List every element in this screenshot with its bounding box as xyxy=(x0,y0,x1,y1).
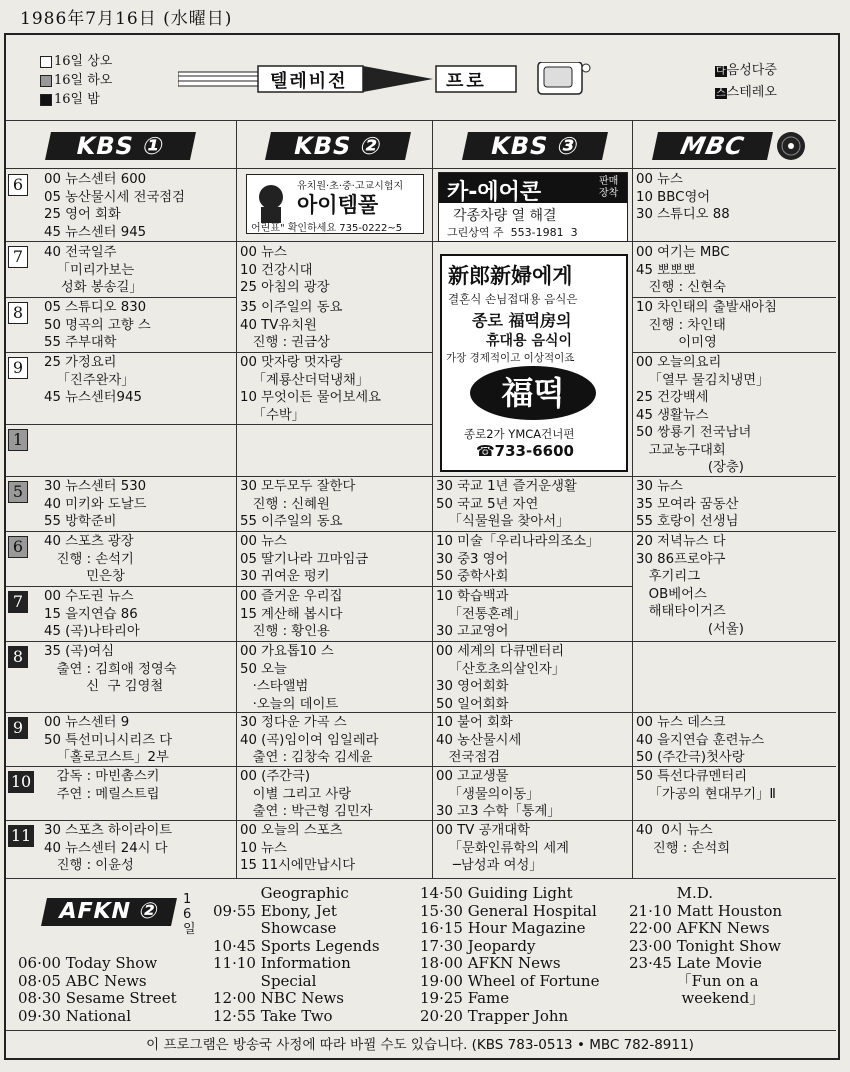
kbs2-10pm-programs: 00 (주간극) 이별 그리고 사랑 출연 : 박근형 김민자 xyxy=(240,769,373,819)
hour-marker-11pm: 11 xyxy=(8,825,34,847)
kbs2-5pm-programs: 30 모두모두 잘한다 진행 : 신혜원 55 이주일의 동요 xyxy=(240,479,356,529)
hour-marker-1pm: 1 xyxy=(8,429,28,451)
kbs1-6pm-programs: 40 스포츠 광장 진행 : 손석기 민은창 xyxy=(44,534,134,584)
afkn-schedule-col1: 06·00 Today Show 08·05 ABC News 08·30 Sesame Street 09·30 National xyxy=(18,954,177,1025)
row-line-7p xyxy=(6,586,632,587)
channel-header-mbc: MBC xyxy=(650,128,810,164)
kbs3-8pm-programs: 00 세계의 다큐멘터리 「산호초의살인자」 30 영어회화 50 일어회화 xyxy=(436,644,566,712)
row-line-8p xyxy=(6,641,836,642)
notice-divider xyxy=(6,1030,836,1031)
kbs3-5pm-programs: 30 국교 1년 즐거운생활 50 국교 5년 자연 「식물원을 찾아서」 xyxy=(436,479,577,529)
row-line-9c xyxy=(632,352,836,353)
hour-marker-9am: 9 xyxy=(8,357,28,379)
title-banner xyxy=(178,62,593,96)
legend-item-afternoon: 16일 하오 xyxy=(40,71,112,90)
schedule-change-notice: 이 프로그램은 방송국 사정에 따라 바뀔 수도 있습니다. (KBS 783-0513 • MBC 782-8911) xyxy=(146,1037,694,1053)
kbs1-7pm-programs: 00 수도권 뉴스 15 을지연습 86 45 (곡)나타리아 xyxy=(44,589,140,639)
hour-marker-7am: 7 xyxy=(8,246,28,268)
kbs3-6pm-programs: 10 미술「우리나라의조소」 30 중3 영어 50 중학사회 xyxy=(436,534,600,584)
hour-marker-8pm: 8 xyxy=(8,646,28,668)
ad-car-aircon: 카-에어콘 판매 장착 각종차량 열 해결 그린상역 주 553-1981 3 xyxy=(438,172,628,242)
afkn-schedule-col3: 14·50 Guiding Light 15·30 General Hospital 16·15 Hour Magazine 17·30 Jeopardy 18·00 AFKN News 19·00 Wheel of Fortune 19·25 Fame 20·20 Trapper John xyxy=(420,884,600,1025)
kbs1-8pm-programs: 35 (곡)여심 출연 : 김희애 정영숙 신 구 김영철 xyxy=(44,644,177,694)
grid-top-line xyxy=(6,120,836,121)
ad-bokddeok: 新郎新婦에게 결혼식 손님접대용 음식은 종로 福떡房의 휴대용 음식이 가장 경제적이고 이상적이죠 福떡 종로2가 YMCA건너편 ☎733-6600 xyxy=(440,254,628,472)
kbs3-11pm-programs: 00 TV 공개대학 「문화인류학의 세계 ─남성과 여성」 xyxy=(436,823,569,873)
kbs3-10pm-programs: 00 고교생물 「생물의이동」 30 고3 수학「통계」 xyxy=(436,769,561,819)
record-disc-icon xyxy=(776,131,806,161)
hour-marker-7pm: 7 xyxy=(8,591,28,613)
title-tv-text: 텔레비전 xyxy=(270,71,348,92)
afkn-logo: AFKN ② xyxy=(41,898,177,926)
kbs2-7am-programs: 00 뉴스 10 건강시대 25 아침의 광장 xyxy=(240,245,330,295)
hour-marker-10pm: 10 xyxy=(8,771,34,793)
legend-stereo: 스스테레오 xyxy=(716,85,777,100)
mbc-10pm-programs: 50 특선다큐멘터리 「가공의 현대무기」Ⅱ xyxy=(636,769,776,802)
mbc-7am-programs: 00 여기는 MBC 45 뽀뽀뽀 진행 : 신현숙 xyxy=(636,245,730,295)
hour-marker-6pm: 6 xyxy=(8,536,28,558)
hour-marker-6am: 6 xyxy=(8,174,28,196)
kbs1-6am-programs: 00 뉴스센터 600 05 농산물시세 전국점검 25 영어 회화 45 뉴스센터 945 xyxy=(44,172,185,240)
kbs1-8am-programs: 05 스튜디오 830 50 명곡의 고향 스 55 주부대학 xyxy=(44,300,151,350)
kbs1-5pm-programs: 30 뉴스센터 530 40 미키와 도날드 55 방학준비 xyxy=(44,479,147,529)
kbs1-10pm-programs: 감독 : 마빈촘스키 주연 : 메릴스트립 xyxy=(56,769,160,802)
mbc-9pm-programs: 00 뉴스 데스크 40 을지연습 훈련뉴스 50 (주간극)첫사랑 xyxy=(636,715,765,765)
col-divider-2 xyxy=(432,120,433,878)
afkn-schedule-col4: M.D. 21·10 Matt Houston 22·00 AFKN News 23·00 Tonight Show 23·45 Late Movie 「Fun on a weekend」 xyxy=(629,884,783,1007)
mbc-8am-programs: 10 차인태의 출발새아침 진행 : 차인태 이미영 xyxy=(636,300,777,350)
ad-itempool: 유치원·초·중·고교시험지 아이템풀 어린표" 확인하세요 735-0222~5 xyxy=(246,174,424,234)
kbs2-9pm-programs: 30 정다운 가곡 스 40 (곡)임이여 임일레라 출연 : 김창숙 김세윤 xyxy=(240,715,379,765)
kbs3-7pm-programs: 10 학습백과 「전통혼례」 30 고교영어 xyxy=(436,589,527,639)
kbs1-7am-programs: 40 전국일주 「미리가보는 성화 봉송길」 xyxy=(44,245,143,295)
hour-marker-5pm: 5 xyxy=(8,481,28,503)
row-line-6p xyxy=(6,531,836,532)
row-line-8a xyxy=(6,297,236,298)
kbs2-9am-programs: 00 맛자랑 멋자랑 「계룡산더덕냉채」 10 무엇이든 물어보세요 「수박」 xyxy=(240,355,381,423)
bokddeok-logo: 福떡 xyxy=(470,366,596,420)
stereo-mark-icon: 스 xyxy=(716,88,726,99)
row-line-9b xyxy=(236,352,432,353)
kbs2-8am-programs: 35 이주일의 동요 40 TV유치원 진행 : 권금상 xyxy=(240,300,343,350)
kbs1-11pm-programs: 30 스포츠 하이라이트 40 뉴스센터 24시 다 진행 : 이윤성 xyxy=(44,823,173,873)
legend-multiplex: 다음성다중 xyxy=(716,63,777,78)
mbc-11pm-programs: 40 0시 뉴스 진행 : 손석희 xyxy=(636,823,731,856)
grid-bottom-line xyxy=(6,878,836,879)
row-line-9a xyxy=(6,352,236,353)
title-prog-text: 프로 xyxy=(446,71,487,92)
kbs1-9pm-programs: 00 뉴스센터 9 50 특선미니시리즈 다 「홀로코스트」2부 xyxy=(44,715,173,765)
col-divider-1 xyxy=(236,120,237,878)
hour-marker-8am: 8 xyxy=(8,302,28,324)
legend-item-morning: 16일 상오 xyxy=(40,52,112,71)
kbs3-9pm-programs: 10 불어 회화 40 농산물시세 전국점검 xyxy=(436,715,522,765)
hour-marker-9pm: 9 xyxy=(8,717,28,739)
kbs2-11pm-programs: 00 오늘의 스포츠 10 뉴스 15 11시에만납시다 xyxy=(240,823,356,873)
pencil-banner-icon xyxy=(178,62,593,96)
white-square-icon xyxy=(40,56,52,68)
afkn-day-label: 16일 xyxy=(183,892,196,937)
channel-header-kbs1: KBS ① xyxy=(40,128,200,164)
row-line-7 xyxy=(6,241,836,242)
mbc-1pm-programs: 50 쌍룡기 전국남녀 고교농구대회 (장충) xyxy=(636,425,752,475)
legend-item-night: 16일 밤 xyxy=(40,90,112,109)
row-line-8b xyxy=(632,297,836,298)
channel-header-kbs2: KBS ② xyxy=(258,128,418,164)
gray-square-icon xyxy=(40,75,52,87)
time-legend xyxy=(40,52,112,109)
multiplex-mark-icon: 다 xyxy=(716,66,726,77)
mbc-6pm-programs: 20 저녁뉴스 다 30 86프로야구 후기리그 OB베어스 해태타이거즈 (서울) xyxy=(636,534,744,637)
grid-header-line xyxy=(6,168,836,169)
mbc-9am-programs: 00 오늘의요리 「열무 물김치냉면」 25 건강백세 45 생활뉴스 xyxy=(636,355,770,423)
date-header: 1986年7月16日 (水曜日) xyxy=(20,9,233,29)
audio-legend xyxy=(715,60,777,104)
mbc-5pm-programs: 30 뉴스 35 모여라 꿈동산 55 호랑이 선생님 xyxy=(636,479,739,529)
kbs2-8pm-programs: 00 가요톱10 스 50 오늘 ·스타앨범 ·오늘의 데이트 xyxy=(240,644,339,712)
kbs2-7pm-programs: 00 즐거운 우리집 15 계산해 봅시다 진행 : 황인용 xyxy=(240,589,343,639)
row-line-1 xyxy=(6,424,432,425)
kbs2-6pm-programs: 00 뉴스 05 딸기나라 끄마임금 30 귀여운 펑키 xyxy=(240,534,369,584)
afkn-schedule-col2: Geographic 09·55 Ebony, Jet Showcase 10·45 Sports Legends 11·10 Information Special 12·00 NBC News 12·55 Take Two xyxy=(213,884,380,1025)
black-square-icon xyxy=(40,94,52,106)
col-divider-3 xyxy=(632,120,633,878)
channel-header-kbs3: KBS ③ xyxy=(455,128,615,164)
mbc-6am-programs: 00 뉴스 10 BBC영어 30 스튜디오 88 xyxy=(636,172,730,222)
kbs1-9am-programs: 25 가정요리 「진주완자」 45 뉴스센터945 xyxy=(44,355,142,405)
